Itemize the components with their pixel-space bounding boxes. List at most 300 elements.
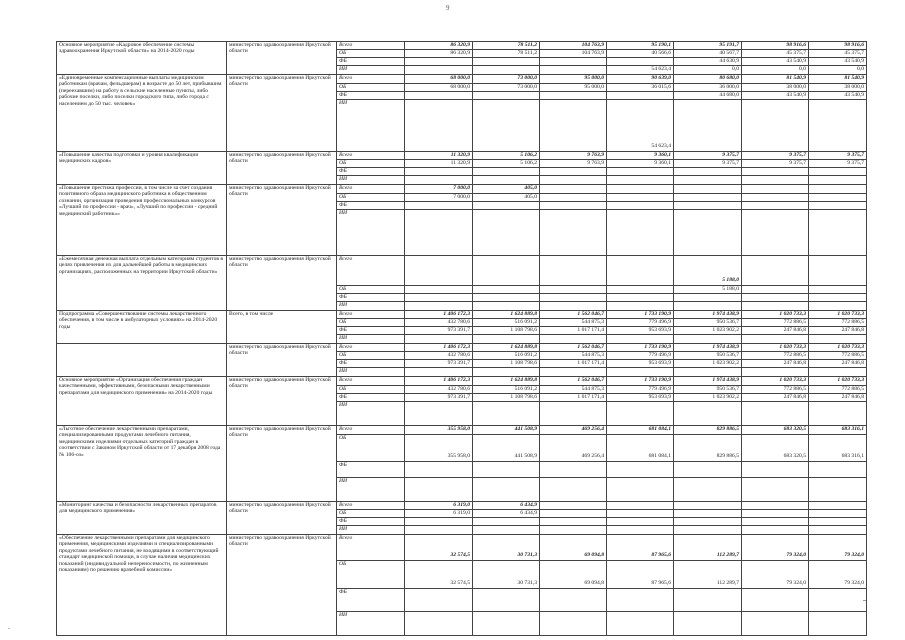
amount-cell bbox=[607, 402, 674, 426]
amount-value: 1 023 902,2 bbox=[712, 394, 739, 400]
amount-cell bbox=[809, 176, 867, 185]
executor-cell: Всего, в том числе bbox=[227, 311, 337, 344]
amount-cell bbox=[607, 518, 674, 526]
amount-cell bbox=[405, 462, 473, 478]
amount-cell bbox=[405, 426, 473, 435]
amount-cell bbox=[607, 294, 674, 302]
amount-value: 9 360,1 bbox=[654, 152, 671, 158]
amount-value: 38 000,0 bbox=[786, 84, 806, 90]
amount-cell bbox=[809, 58, 867, 66]
amount-value bbox=[811, 256, 864, 277]
amount-cell bbox=[607, 160, 674, 168]
amount-value: 683 316,1 bbox=[841, 453, 864, 459]
amount-cell bbox=[473, 42, 540, 50]
funding-source-cell: Всего bbox=[337, 75, 405, 84]
amount-cell bbox=[607, 612, 674, 636]
amount-value bbox=[609, 589, 671, 603]
amount-value: 79 324,0 bbox=[786, 580, 806, 586]
funding-source-cell: ОБ bbox=[337, 160, 405, 168]
amount-value bbox=[407, 210, 470, 247]
amount-cell bbox=[809, 478, 867, 502]
executor-cell: министерство здравоохранения Иркутской области bbox=[227, 377, 337, 426]
amount-value bbox=[407, 402, 470, 417]
amount-value bbox=[811, 100, 864, 143]
amount-cell bbox=[540, 42, 607, 50]
amount-value: 32 574,5 bbox=[450, 552, 470, 558]
amount-cell bbox=[405, 561, 473, 589]
amount-cell bbox=[607, 50, 674, 58]
amount-cell bbox=[405, 294, 473, 302]
amount-value: 5 106,2 bbox=[520, 152, 537, 158]
program-name-cell: Основное мероприятие «Организация обеспечения граждан качественными, эффективными, безопасными лекарственными препаратами для медицинского применения» на 2014-2020 годы bbox=[57, 377, 227, 426]
amount-value: 95 000,0 bbox=[584, 75, 604, 81]
amount-value: 516 091,2 bbox=[514, 319, 537, 325]
table-row bbox=[57, 344, 867, 352]
amount-value: 104 763,9 bbox=[581, 50, 604, 56]
amount-value: 1 406 172,3 bbox=[443, 377, 470, 383]
amount-value bbox=[811, 589, 864, 603]
amount-cell bbox=[674, 478, 742, 502]
amount-value bbox=[475, 256, 537, 277]
amount-cell bbox=[473, 176, 540, 185]
amount-cell bbox=[607, 535, 674, 561]
amount-cell bbox=[607, 435, 674, 462]
amount-cell bbox=[607, 185, 674, 194]
funding-source-cell: ИИ bbox=[337, 402, 405, 426]
amount-value: 69 094,8 bbox=[584, 580, 604, 586]
amount-value: 247 846,8 bbox=[783, 327, 806, 333]
amount-value: 11 320,9 bbox=[450, 160, 470, 166]
amount-cell bbox=[674, 66, 742, 75]
table-row bbox=[57, 152, 867, 160]
amount-cell bbox=[540, 84, 607, 92]
amount-cell bbox=[674, 168, 742, 176]
funding-source-cell: ИИ bbox=[337, 335, 405, 344]
amount-cell bbox=[473, 478, 540, 502]
amount-value: 772 886,5 bbox=[841, 352, 864, 358]
amount-cell bbox=[809, 344, 867, 352]
amount-cell bbox=[674, 561, 742, 589]
amount-value: 1 733 190,9 bbox=[644, 311, 671, 317]
amount-value bbox=[811, 478, 864, 493]
amount-cell bbox=[607, 426, 674, 435]
amount-cell bbox=[742, 394, 809, 402]
amount-cell bbox=[540, 256, 607, 286]
amount-cell bbox=[405, 502, 473, 510]
amount-cell bbox=[405, 612, 473, 636]
amount-cell bbox=[809, 152, 867, 160]
amount-cell bbox=[674, 176, 742, 185]
amount-value: 95 190,1 bbox=[651, 42, 671, 48]
funding-source-cell: ОБ bbox=[337, 386, 405, 394]
funding-source-cell: ФБ bbox=[337, 202, 405, 210]
amount-value bbox=[609, 402, 671, 417]
amount-cell bbox=[540, 502, 607, 510]
amount-value: 112 289,7 bbox=[716, 580, 739, 586]
amount-cell bbox=[809, 394, 867, 402]
amount-value: 90 639,0 bbox=[651, 75, 671, 81]
amount-cell bbox=[607, 42, 674, 50]
amount-value: 1 017 171,4 bbox=[577, 327, 604, 333]
amount-value: 1 562 046,7 bbox=[577, 311, 604, 317]
amount-cell bbox=[405, 311, 473, 319]
amount-cell bbox=[607, 510, 674, 518]
amount-cell bbox=[742, 402, 809, 426]
amount-value bbox=[475, 210, 537, 247]
table-row bbox=[57, 75, 867, 84]
amount-value: 36 000,0 bbox=[719, 84, 739, 90]
amount-cell bbox=[809, 352, 867, 360]
amount-value: 441 508,9 bbox=[514, 453, 537, 459]
amount-value bbox=[407, 589, 470, 603]
amount-cell bbox=[540, 75, 607, 84]
amount-value: 9 375,7 bbox=[789, 152, 806, 158]
amount-cell bbox=[540, 210, 607, 256]
amount-cell bbox=[809, 612, 867, 636]
executor-cell: министерство здравоохранения Иркутской области bbox=[227, 426, 337, 502]
amount-cell bbox=[742, 66, 809, 75]
amount-cell bbox=[674, 335, 742, 344]
amount-value: 1 023 902,2 bbox=[712, 360, 739, 366]
amount-cell bbox=[742, 344, 809, 352]
amount-value: 247 846,8 bbox=[841, 327, 864, 333]
amount-value: 683 320,5 bbox=[783, 453, 806, 459]
amount-cell bbox=[809, 160, 867, 168]
amount-cell bbox=[809, 561, 867, 589]
amount-cell bbox=[674, 612, 742, 636]
amount-value bbox=[609, 612, 671, 627]
amount-cell bbox=[473, 612, 540, 636]
amount-cell bbox=[742, 352, 809, 360]
amount-value: 87 965,6 bbox=[651, 552, 671, 558]
funding-source-cell: ФБ bbox=[337, 589, 405, 612]
executor-cell: министерство здравоохранения Иркутской области bbox=[227, 256, 337, 311]
amount-value: 54 623,4 bbox=[651, 66, 671, 72]
amount-cell bbox=[405, 75, 473, 84]
amount-cell bbox=[742, 368, 809, 377]
amount-cell bbox=[607, 202, 674, 210]
funding-source-cell: ИИ bbox=[337, 210, 405, 256]
amount-cell bbox=[742, 75, 809, 84]
executor-cell: министерство здравоохранения Иркутской области bbox=[227, 42, 337, 75]
amount-cell bbox=[607, 319, 674, 327]
amount-cell bbox=[674, 402, 742, 426]
amount-value bbox=[609, 256, 671, 277]
amount-cell bbox=[540, 510, 607, 518]
amount-value bbox=[744, 612, 806, 627]
amount-cell bbox=[809, 50, 867, 58]
amount-cell bbox=[540, 462, 607, 478]
amount-value: 32 574,5 bbox=[450, 580, 470, 586]
amount-value: 86 320,9 bbox=[450, 42, 470, 48]
amount-cell bbox=[742, 92, 809, 100]
amount-value: 432 780,6 bbox=[447, 352, 470, 358]
amount-value: 432 780,6 bbox=[447, 319, 470, 325]
amount-cell bbox=[742, 311, 809, 319]
amount-cell bbox=[742, 462, 809, 478]
amount-cell bbox=[473, 152, 540, 160]
amount-value bbox=[475, 402, 537, 417]
amount-cell bbox=[405, 160, 473, 168]
amount-cell bbox=[540, 368, 607, 377]
funding-source-cell: Всего bbox=[337, 344, 405, 352]
amount-cell bbox=[742, 478, 809, 502]
amount-cell bbox=[405, 478, 473, 502]
amount-value bbox=[676, 612, 739, 627]
funding-source-cell: ИИ bbox=[337, 612, 405, 636]
amount-cell bbox=[540, 92, 607, 100]
executor-cell: министерство здравоохранения Иркутской области bbox=[227, 344, 337, 377]
amount-value: 43 540,9 bbox=[844, 92, 864, 98]
amount-value bbox=[542, 100, 604, 143]
amount-cell bbox=[473, 311, 540, 319]
amount-cell bbox=[473, 319, 540, 327]
amount-value: 544 875,3 bbox=[581, 319, 604, 325]
amount-cell bbox=[405, 185, 473, 194]
funding-source-cell: ОБ bbox=[337, 84, 405, 92]
amount-cell bbox=[607, 92, 674, 100]
funding-source-cell: ИИ bbox=[337, 368, 405, 377]
table-row bbox=[57, 377, 867, 386]
amount-cell bbox=[809, 377, 867, 386]
amount-value: 953 693,9 bbox=[648, 360, 671, 366]
amount-value: 6 434,9 bbox=[520, 510, 537, 516]
amount-cell bbox=[405, 526, 473, 535]
amount-cell bbox=[405, 302, 473, 311]
amount-cell bbox=[742, 510, 809, 518]
funding-source-cell: ФБ bbox=[337, 462, 405, 478]
funding-source-cell: Всего bbox=[337, 535, 405, 561]
amount-value: 1 108 798,6 bbox=[510, 394, 537, 400]
amount-cell bbox=[405, 256, 473, 286]
amount-cell bbox=[674, 327, 742, 335]
amount-value: 36 015,6 bbox=[651, 84, 671, 90]
amount-value: 79 324,0 bbox=[844, 580, 864, 586]
amount-cell bbox=[607, 360, 674, 368]
funding-source-cell: ОБ bbox=[337, 50, 405, 58]
amount-value: 98 916,6 bbox=[844, 42, 864, 48]
amount-value: 80 680,0 bbox=[719, 75, 739, 81]
funding-source-cell: ИИ bbox=[337, 100, 405, 152]
amount-cell bbox=[540, 394, 607, 402]
amount-value: 829 886,5 bbox=[716, 426, 739, 432]
amount-value: 516 091,2 bbox=[514, 386, 537, 392]
amount-cell bbox=[674, 50, 742, 58]
amount-cell bbox=[607, 100, 674, 152]
funding-source-cell: ОБ bbox=[337, 561, 405, 589]
amount-cell bbox=[540, 302, 607, 311]
amount-value: 1 020 733,3 bbox=[779, 344, 806, 350]
amount-value: 1 020 733,3 bbox=[837, 344, 864, 350]
amount-value bbox=[407, 612, 470, 627]
table-row bbox=[57, 185, 867, 194]
amount-value: 44 680,0 bbox=[719, 92, 739, 98]
amount-cell bbox=[742, 256, 809, 286]
amount-cell bbox=[674, 84, 742, 92]
amount-cell bbox=[674, 160, 742, 168]
amount-value bbox=[475, 612, 537, 627]
amount-value: 5 106,2 bbox=[520, 160, 537, 166]
amount-cell bbox=[540, 327, 607, 335]
amount-cell bbox=[809, 518, 867, 526]
amount-value bbox=[811, 210, 864, 247]
amount-value: 247 846,8 bbox=[841, 394, 864, 400]
amount-value: 683 320,5 bbox=[783, 426, 806, 432]
amount-cell bbox=[607, 176, 674, 185]
amount-cell bbox=[809, 386, 867, 394]
amount-value: 1 017 171,4 bbox=[577, 394, 604, 400]
funding-source-cell: ОБ bbox=[337, 510, 405, 518]
funding-source-cell: ФБ bbox=[337, 168, 405, 176]
amount-cell bbox=[607, 335, 674, 344]
amount-value: 772 886,5 bbox=[783, 319, 806, 325]
amount-value: 779 496,9 bbox=[648, 386, 671, 392]
amount-cell bbox=[405, 535, 473, 561]
amount-value: 104 763,9 bbox=[581, 42, 604, 48]
amount-value: 779 496,9 bbox=[648, 319, 671, 325]
amount-value: 79 324,0 bbox=[844, 552, 864, 558]
amount-cell bbox=[405, 66, 473, 75]
amount-cell bbox=[405, 386, 473, 394]
amount-value: 86 320,9 bbox=[450, 50, 470, 56]
amount-cell bbox=[742, 561, 809, 589]
amount-cell bbox=[742, 302, 809, 311]
amount-cell bbox=[607, 152, 674, 160]
amount-cell bbox=[473, 194, 540, 202]
amount-cell bbox=[473, 526, 540, 535]
amount-value: 9 375,7 bbox=[722, 152, 739, 158]
amount-value bbox=[676, 478, 739, 493]
program-name-cell: Основное мероприятие «Кадровое обеспечение системы здравоохранения Иркутской области» на 2014-2020 годы bbox=[57, 42, 227, 75]
amount-value: 1 020 733,3 bbox=[779, 377, 806, 383]
amount-value: 1 406 172,3 bbox=[443, 344, 470, 350]
amount-value: 1 974 438,9 bbox=[712, 311, 739, 317]
amount-cell bbox=[809, 526, 867, 535]
amount-cell bbox=[674, 92, 742, 100]
amount-value: 11 320,9 bbox=[450, 152, 470, 158]
table-row bbox=[57, 502, 867, 510]
amount-value bbox=[676, 402, 739, 417]
amount-cell bbox=[742, 294, 809, 302]
amount-cell bbox=[742, 168, 809, 176]
amount-cell bbox=[540, 535, 607, 561]
amount-value bbox=[744, 478, 806, 493]
amount-cell bbox=[742, 100, 809, 152]
amount-value: 950 536,7 bbox=[716, 352, 739, 358]
amount-cell bbox=[540, 294, 607, 302]
amount-value: 247 846,8 bbox=[841, 360, 864, 366]
amount-cell bbox=[742, 42, 809, 50]
amount-cell bbox=[540, 518, 607, 526]
funding-source-cell: ОБ bbox=[337, 319, 405, 327]
amount-value bbox=[676, 100, 739, 143]
amount-value bbox=[609, 478, 671, 493]
amount-cell bbox=[405, 84, 473, 92]
amount-cell bbox=[674, 294, 742, 302]
funding-source-cell: Всего bbox=[337, 502, 405, 510]
scan-speck bbox=[863, 600, 866, 601]
amount-cell bbox=[742, 194, 809, 202]
amount-cell bbox=[540, 311, 607, 319]
amount-cell bbox=[674, 344, 742, 352]
amount-cell bbox=[540, 286, 607, 294]
amount-value bbox=[407, 256, 470, 277]
funding-source-cell: ОБ bbox=[337, 352, 405, 360]
amount-value: 973 391,7 bbox=[447, 360, 470, 366]
amount-cell bbox=[674, 210, 742, 256]
amount-cell bbox=[473, 92, 540, 100]
amount-cell bbox=[742, 327, 809, 335]
amount-cell bbox=[674, 352, 742, 360]
amount-cell bbox=[674, 377, 742, 386]
funding-source-cell: Всего bbox=[337, 185, 405, 194]
amount-cell bbox=[405, 194, 473, 202]
amount-cell bbox=[405, 210, 473, 256]
executor-cell: министерство здравоохранения Иркутской области bbox=[227, 152, 337, 185]
amount-value: 0,0 bbox=[799, 66, 806, 72]
amount-value: 1 624 889,8 bbox=[510, 377, 537, 383]
amount-cell bbox=[607, 462, 674, 478]
funding-source-cell: Всего bbox=[337, 311, 405, 319]
amount-cell bbox=[473, 256, 540, 286]
amount-cell bbox=[742, 612, 809, 636]
amount-value: 1 023 902,2 bbox=[712, 327, 739, 333]
amount-cell bbox=[674, 502, 742, 510]
amount-cell bbox=[473, 394, 540, 402]
program-name-cell: «Повышение престижа профессии, в том числе за счет создания позитивного образа медицинского работника в общественном сознании, организация проведения профессиональных конкурсов «Лучший по профессии - врач», «Лучший по профессии - средний медицинский работник»» bbox=[57, 185, 227, 256]
amount-cell bbox=[607, 386, 674, 394]
amount-value: 1 733 190,9 bbox=[644, 344, 671, 350]
funding-source-cell: ФБ bbox=[337, 394, 405, 402]
amount-cell bbox=[674, 535, 742, 561]
funding-source-cell: ИИ bbox=[337, 478, 405, 502]
amount-cell bbox=[540, 160, 607, 168]
amount-value: 43 540,9 bbox=[786, 58, 806, 64]
amount-value: 1 020 733,3 bbox=[837, 377, 864, 383]
amount-value: 73 000,0 bbox=[517, 75, 537, 81]
page-number: 9 bbox=[446, 4, 450, 12]
amount-cell bbox=[674, 286, 742, 294]
amount-cell bbox=[540, 50, 607, 58]
program-name-cell: «Единовременные компенсационные выплаты медицинским работникам (врачам, фельдшерам) в возрасте до 50 лет, прибывшим (переехавшим) на работу в сельские населенные пункты, либо рабочие поселки, либо поселки городского типа, либо города с населением до 50 тыс. человек» bbox=[57, 75, 227, 152]
amount-value: 1 733 190,9 bbox=[644, 377, 671, 383]
funding-source-cell: Всего bbox=[337, 426, 405, 435]
funding-source-cell: ИИ bbox=[337, 176, 405, 185]
amount-cell bbox=[473, 75, 540, 84]
amount-cell bbox=[405, 435, 473, 462]
amount-value: 544 875,3 bbox=[581, 352, 604, 358]
amount-cell bbox=[540, 589, 607, 612]
amount-cell bbox=[405, 50, 473, 58]
amount-cell bbox=[674, 58, 742, 66]
amount-value bbox=[676, 589, 739, 603]
amount-cell bbox=[405, 368, 473, 377]
amount-value bbox=[407, 100, 470, 143]
amount-cell bbox=[607, 84, 674, 92]
amount-value: 9 375,7 bbox=[722, 160, 739, 166]
amount-value: 40 566,6 bbox=[651, 50, 671, 56]
funding-source-cell: ОБ bbox=[337, 194, 405, 202]
amount-value: 9 360,1 bbox=[654, 160, 671, 166]
amount-cell bbox=[473, 344, 540, 352]
amount-cell bbox=[405, 377, 473, 386]
amount-cell bbox=[607, 327, 674, 335]
amount-cell bbox=[540, 66, 607, 75]
amount-value: 950 536,7 bbox=[716, 319, 739, 325]
funding-source-cell: Всего bbox=[337, 152, 405, 160]
amount-cell bbox=[674, 256, 742, 286]
amount-cell bbox=[674, 589, 742, 612]
